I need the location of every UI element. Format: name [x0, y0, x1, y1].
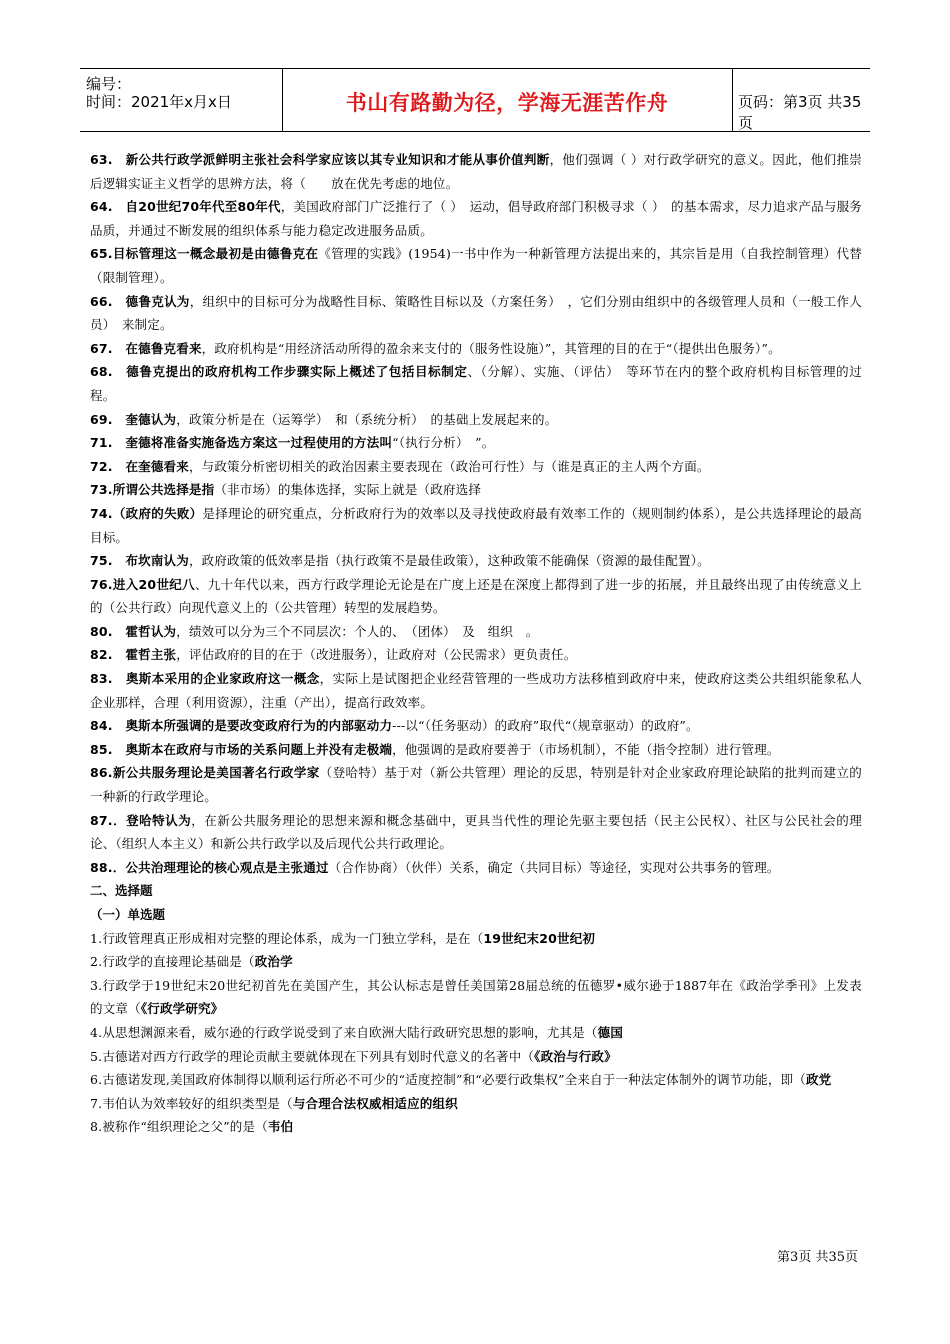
item-bold-text: 德国	[597, 1024, 624, 1040]
header-meta-cell	[80, 69, 283, 131]
item-bold-text: 67. 在德鲁克看来	[90, 340, 202, 356]
header-motto-cell	[282, 69, 733, 131]
list-item	[90, 431, 862, 455]
item-text: ---以“（任务驱动）的政府”取代“（规章驱动）的政府”。	[392, 718, 699, 734]
list-item	[90, 974, 862, 1021]
item-text: ，他强调的是政府要善于（市场机制），不能（指令控制）进行管理。	[392, 741, 780, 757]
list-item	[90, 1115, 862, 1139]
item-text: ，政策分析是在（运筹学） 和（系统分析） 的基础上发展起来的。	[176, 411, 558, 427]
list-item	[90, 620, 862, 644]
list-item	[90, 478, 862, 502]
list-item	[90, 1092, 862, 1116]
item-text: 是择理论的研究重点，分析政府行为的效率以及寻找使政府最有效率工作的（规则制约体系），是公共选择理论的最高目标。	[90, 505, 862, 545]
item-bold-text: 80. 霍哲认为	[90, 623, 177, 639]
motto: 书山有路勤为径，学海无涯苦作舟	[345, 91, 669, 115]
item-bold-text: 政党	[805, 1072, 832, 1088]
list-item	[90, 1021, 862, 1045]
list-item	[90, 809, 862, 856]
item-bold-text: 69. 奎德认为	[90, 411, 177, 427]
list-item	[90, 502, 862, 549]
item-text: ，绩效可以分为三个不同层次：个人的、 （团体） 及 组织 。	[176, 623, 539, 639]
item-bold-text: 73.所谓公共选择是指	[90, 482, 215, 498]
item-bold-text: 与合理合法权威相适应的组织	[292, 1095, 458, 1111]
item-bold-text: 韦伯	[267, 1119, 294, 1135]
item-text: 5.古德诺对西方行政学的理论贡献主要就体现在下列具有划时代意义的名著中（	[90, 1048, 535, 1064]
item-text: ，政府政策的低效率是指（执行政策不是最佳政策），这种政策不能确保（资源的最佳配置）。	[188, 553, 710, 569]
item-text: “（执行分析） ”。	[392, 435, 495, 451]
item-text: ，评估政府的目的在于（改进服务），让政府对（公民需求）更负责任。	[176, 647, 577, 663]
page-footer: 第3页 共35页	[777, 1250, 858, 1265]
page-header	[80, 68, 870, 132]
list-item	[90, 927, 862, 951]
list-item	[90, 195, 862, 242]
item-bold-text: 72. 在奎德看来	[90, 458, 189, 474]
list-item	[90, 290, 862, 337]
item-text: ，他们强调（ ）对行政学研究的意义。因此，他们推崇后逻辑实证主义哲学的思辨方法，将（ 放在优先考虑的地位。	[90, 152, 862, 191]
item-bold-text: 86.新公共服务理论是美国著名行政学家	[90, 765, 320, 781]
item-text: 4.从思想渊源来看，威尔逊的行政学说受到了来自欧洲大陆行政研究思想的影响，尤其是（	[90, 1024, 598, 1040]
item-bold-text: 76.进入20世纪八	[90, 576, 195, 592]
list-item	[90, 950, 862, 974]
list-item	[90, 643, 862, 667]
item-bold-text: 74.（政府的失败）	[90, 505, 203, 521]
item-text: （登哈特）基于对（新公共管理）理论的反思，特别是针对企业家政府理论缺陷的批判而建立的一种新的行政学理论。	[90, 765, 862, 805]
item-bold-text: 75. 布坎南认为	[90, 553, 189, 569]
item-bold-text: 66. 德鲁克认为	[90, 293, 190, 309]
item-text: ，美国政府部门广泛推行了（ ） 运动，倡导政府部门积极寻求（ ） 的基本需求，尽力追求产品与服务品质，并通过不断发展的组织体系与能力稳定改进服务品质。	[90, 199, 862, 238]
item-text: ，与政策分析密切相关的政治因素主要表现在（政治可行性）与（谁是真正的主人两个方面。	[188, 458, 710, 474]
header-page-cell	[732, 69, 870, 131]
list-item	[90, 761, 862, 808]
multiple-choice-items	[90, 927, 862, 1139]
item-bold-text: 63. 新公共行政学派鲜明主张社会科学家应该以其专业知识和才能从事价值判断	[90, 152, 550, 167]
item-text: （合作协商）（伙伴）关系，确定（共同目标）等途径，实现对公共事务的管理。	[328, 859, 780, 875]
list-item	[90, 337, 862, 361]
item-text: ，在新公共服务理论的思想来源和概念基础中，更具当代性的理论先驱主要包括（民主公民权）、社区与公民社会的理论、（组织人本主义）和新公共行政学以及后现代公共行政理论。	[90, 812, 862, 852]
item-bold-text: 83. 奥斯本采用的企业家政府这一概念	[90, 671, 320, 687]
list-item	[90, 1045, 862, 1069]
time-label: 时间：2021年x月x日	[86, 93, 232, 111]
item-bold-text: 88.．公共治理理论的核心观点是主张通过	[90, 859, 329, 875]
serial-label: 编号：	[86, 75, 132, 93]
item-bold-text: 64. 自20世纪70年代至80年代	[90, 199, 281, 215]
item-text: 《管理的实践》(1954)一书中作为一种新管理方法提出来的，其宗旨是用（自我控制管理）代替（限制管理）。	[90, 246, 862, 285]
list-item	[90, 242, 862, 289]
list-item	[90, 549, 862, 573]
item-text: ，实际上是试图把企业经营管理的一些成功方法移植到政府中来，使政府这类公共组织能象私人企业那样，合理（利用资源），注重（产出），提高行政效率。	[90, 671, 862, 710]
item-bold-text: 《行政学研究》	[140, 1001, 224, 1017]
list-item	[90, 1068, 862, 1092]
item-bold-text: 65.目标管理这一概念最初是由德鲁克在	[90, 246, 319, 262]
item-bold-text: 84. 奥斯本所强调的是要改变政府行为的内部驱动力	[90, 718, 393, 734]
item-text: 、（分解）、实施、（评估） 等环节在内的整个政府机构目标管理的过程。	[90, 364, 862, 403]
fill-in-items	[90, 148, 862, 879]
page-number-label: 页码：第3页 共35页	[738, 93, 862, 132]
item-text: 3.行政学于19世纪末20世纪初首先在美国产生，其公认标志是曾任美国第28届总统的伍德罗•威尔逊于1887年在《政治学季刊》上发表的文章（	[90, 977, 862, 1017]
item-bold-text: 68. 德鲁克提出的政府机构工作步骤实际上概述了包括目标制定	[90, 364, 468, 380]
item-text: 7.韦伯认为效率较好的组织类型是（	[90, 1095, 293, 1111]
item-bold-text: 71. 奎德将准备实施备选方案这一过程使用的方法叫	[90, 435, 393, 451]
section-title: 二、选择题	[90, 883, 153, 899]
list-item	[90, 360, 862, 407]
item-text: 、九十年代以来，西方行政学理论无论是在广度上还是在深度上都得到了进一步的拓展，并且最终出现了由传统意义上的（公共行政）向现代意义上的（公共管理）转型的发展趋势。	[90, 576, 862, 616]
list-item	[90, 455, 862, 479]
list-item	[90, 856, 862, 880]
item-text: ，政府机构是“用经济活动所得的盈余来支付的（服务性设施）”，其管理的目的在于“（提供出色服务）”。	[201, 340, 781, 356]
list-item	[90, 573, 862, 620]
item-text: 2.行政学的直接理论基础是（	[90, 954, 255, 970]
item-text: ，组织中的目标可分为战略性目标、策略性目标以及（方案任务） ，它们分别由组织中的各级管理人员和（一般工作人员） 来制定。	[90, 293, 862, 333]
item-bold-text: 《政治与行政》	[534, 1048, 617, 1064]
subsection-title: （一）单选题	[90, 907, 166, 922]
item-bold-text: 87.．登哈特认为	[90, 812, 192, 828]
item-text: 6.古德诺发现,美国政府体制得以顺利运行所必不可少的“适度控制”和“必要行政集权”全来自于一种法定体制外的调节功能，即（	[90, 1072, 806, 1088]
item-bold-text: 19世纪末20世纪初	[483, 930, 596, 946]
item-text: 8.被称作“组织理论之父”的是（	[90, 1119, 268, 1135]
list-item	[90, 714, 862, 738]
list-item	[90, 738, 862, 762]
list-item	[90, 667, 862, 714]
list-item	[90, 148, 862, 195]
item-text: （非市场）的集体选择，实际上就是（政府选择	[214, 482, 482, 498]
item-bold-text: 85. 奥斯本在政府与市场的关系问题上并没有走极端	[90, 741, 393, 757]
item-bold-text: 82. 霍哲主张	[90, 647, 177, 663]
document-body	[90, 148, 862, 1139]
item-bold-text: 政治学	[254, 954, 293, 970]
list-item	[90, 408, 862, 432]
item-text: 1.行政管理真正形成相对完整的理论体系，成为一门独立学科，是在（	[90, 930, 484, 946]
